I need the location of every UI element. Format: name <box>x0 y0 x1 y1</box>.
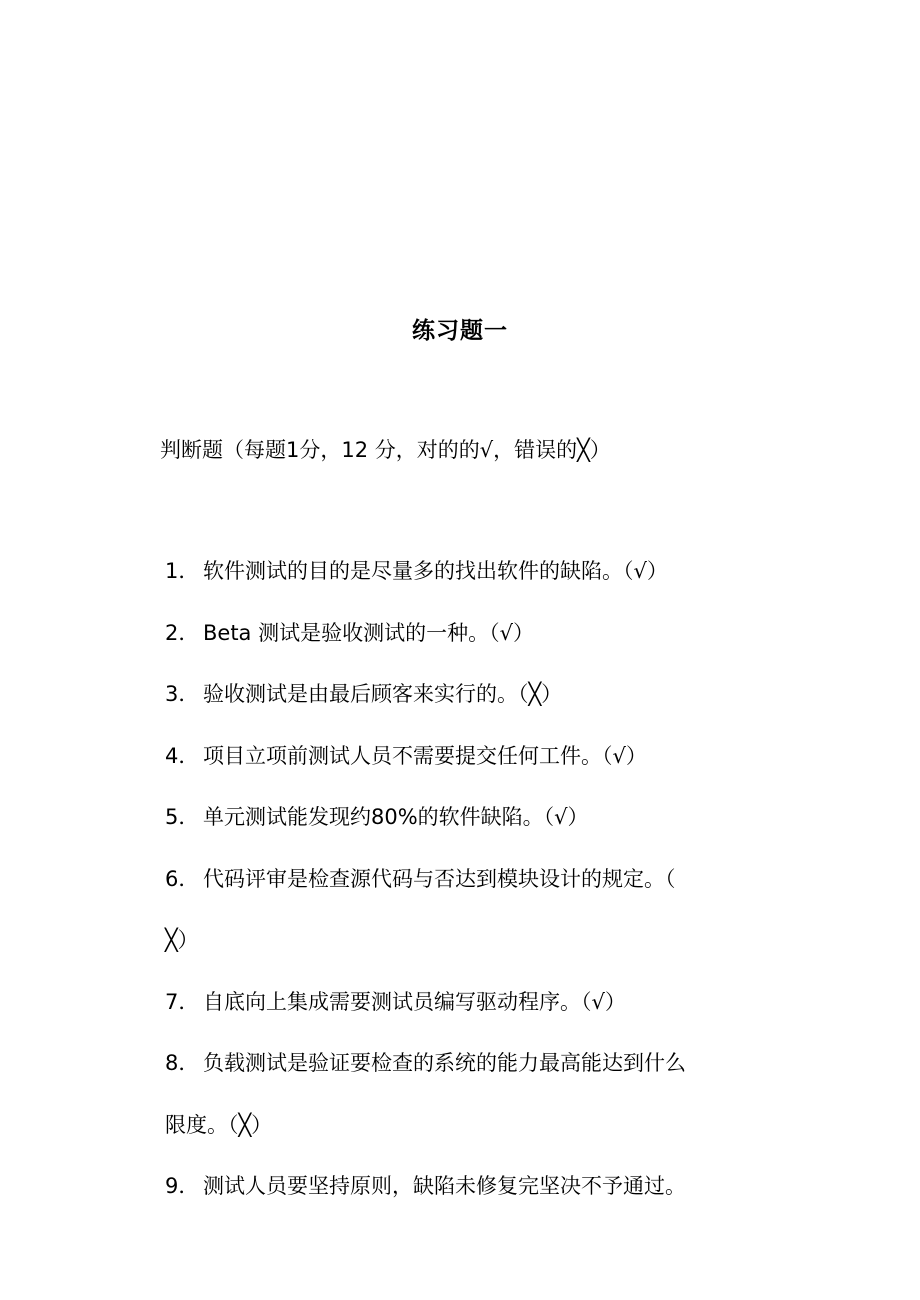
question-list <box>165 553 780 1230</box>
question-number: 1． <box>165 559 200 583</box>
question-number: 9． <box>165 1174 200 1198</box>
question-number: 5． <box>165 805 200 829</box>
question-text: 代码评审是检查源代码与否达到模块设计的规定。（ <box>203 866 676 891</box>
question-text: 负载测试是验证要检查的系统的能力最高能达到什么 <box>203 1051 686 1075</box>
question-item <box>165 984 780 1046</box>
question-text: 软件测试的目的是尽量多的找出软件的缺陷。（√） <box>203 559 668 583</box>
page-title: 练习题一 <box>412 318 508 344</box>
question-text: 单元测试能发现约80%的软件缺陷。（√） <box>203 805 589 829</box>
question-item <box>165 676 780 738</box>
question-text: 项目立项前测试人员不需要提交任何工件。（√） <box>203 743 647 768</box>
section-header: 判断题（每题1分，12 分，对的的√，错误的╳） <box>160 438 611 462</box>
question-item <box>165 738 780 800</box>
question-item <box>165 799 780 861</box>
question-item <box>165 1168 780 1230</box>
question-text: Beta 测试是验收测试的一种。（√） <box>203 620 534 645</box>
question-text: ╳） <box>165 928 199 952</box>
question-item <box>165 615 780 677</box>
question-item <box>165 1045 780 1107</box>
question-continuation <box>165 922 780 984</box>
question-number: 2． <box>165 620 200 645</box>
question-number: 6． <box>165 866 200 891</box>
question-text: 测试人员要坚持原则，缺陷未修复完坚决不予通过。 <box>203 1174 686 1198</box>
question-item <box>165 861 780 923</box>
question-continuation <box>165 1107 780 1169</box>
question-number: 4． <box>165 743 200 768</box>
question-text: 限度。（╳） <box>165 1112 273 1137</box>
question-text: 验收测试是由最后顾客来实行的。（╳） <box>203 682 563 706</box>
question-text: 自底向上集成需要测试员编写驱动程序。（√） <box>203 989 626 1014</box>
question-item <box>165 553 780 615</box>
question-number: 8． <box>165 1051 200 1075</box>
question-number: 7． <box>165 989 200 1014</box>
question-number: 3． <box>165 682 200 706</box>
